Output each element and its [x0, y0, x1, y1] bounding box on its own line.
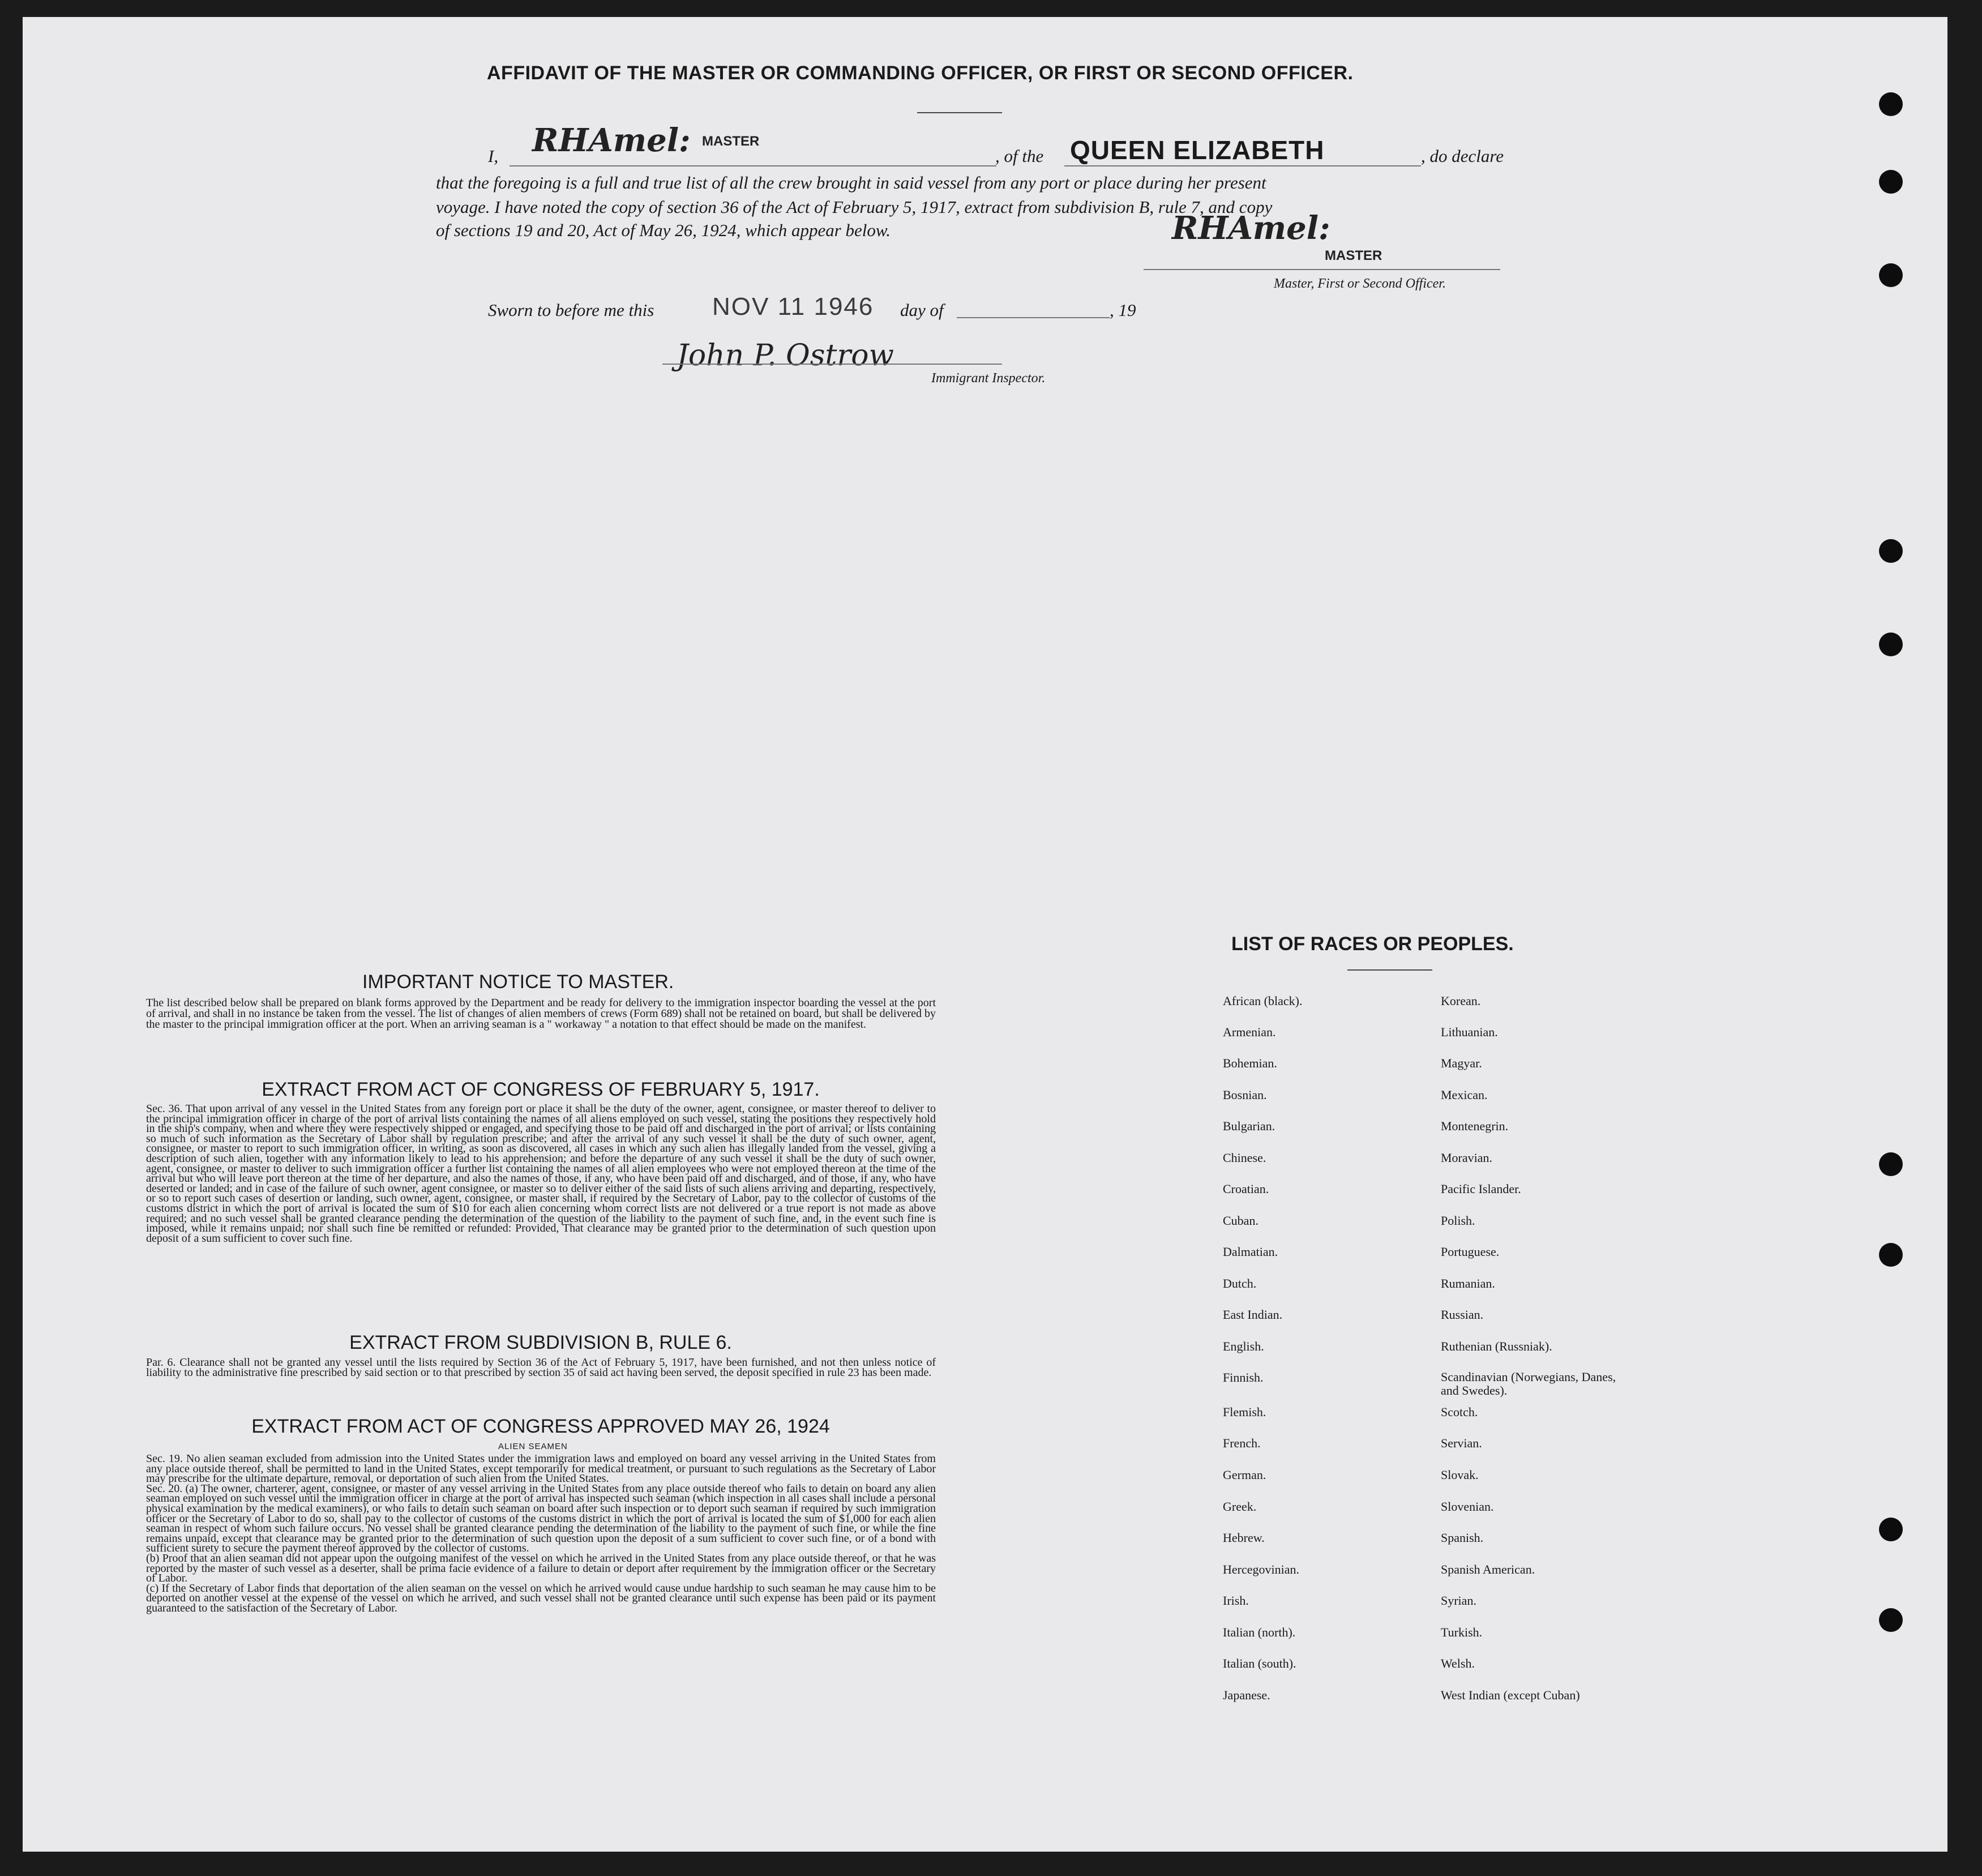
race-item: Bosnian. — [1223, 1088, 1267, 1102]
race-item: Dutch. — [1223, 1276, 1257, 1290]
race-item: Mexican. — [1441, 1088, 1488, 1102]
officer-fill-line — [1144, 269, 1500, 270]
extract-rule6-title: EXTRACT FROM SUBDIVISION B, RULE 6. — [349, 1332, 732, 1353]
race-item: Russian. — [1441, 1307, 1484, 1322]
affidavit-i-label: I, — [488, 146, 499, 166]
inspector-fill-line — [662, 364, 1002, 365]
race-item: Bohemian. — [1223, 1056, 1277, 1070]
race-item: Spanish. — [1441, 1531, 1484, 1545]
punch-hole — [1879, 1608, 1903, 1632]
race-item: East Indian. — [1223, 1307, 1283, 1322]
of-the-label: , of the — [995, 146, 1044, 166]
races-title-rule — [1347, 969, 1432, 971]
sec20b-text: (b) Proof that an alien seaman did not appear upon the outgoing manifest of the vessel on which he arrived in the United States from any place outside thereof, or that he was reported by the master of such vessel as a deserter, shall be prima facie evidence of a failure to detain or deport after requirement by the immigration officer or the Secretary of Labor. — [146, 1552, 936, 1585]
race-item: Scandinavian (Norwegians, Danes, and Swedes). — [1441, 1370, 1616, 1398]
punch-hole — [1879, 539, 1903, 563]
race-item: Chinese. — [1223, 1151, 1266, 1165]
month-fill-line — [957, 317, 1110, 318]
race-item: French. — [1223, 1436, 1261, 1450]
affidavit-body-line: that the foregoing is a full and true list of all the crew brought in said vessel from any port or place during her present — [436, 173, 1266, 193]
sec20a-text: Sec. 20. (a) The owner, charterer, agent, consignee, or master of any vessel arriving in the United States from any place outside thereof who fails to detain on board any alien seaman employed on such vessel until the immigration officer in charge at the port of arrival has inspected such seaman (which inspection in all cases shall include a personal physical examination by the medical examiners), or who fails to detain such seaman on board after such inspection or to deport such seaman if required by such immigration officer or the Secretary of Labor to do so, shall pay to the collector of customs of the customs district in which the port of arrival is located the sum of $1,000 for each alien seaman in respect of whom such failure occurs. No vessel shall be granted clearance pending the determination of the liability to the payment of such fine, or while the fine remains unpaid, except that clearance may be granted prior to the determination of such question upon the deposit of a sum sufficient to cover such fine, or of a bond with sufficient surety to secure the payment thereof approved by the collector of customs. — [146, 1482, 936, 1555]
affidavit-body-line: of sections 19 and 20, Act of May 26, 1924, which appear below. — [436, 220, 891, 240]
race-item: Hercegovinian. — [1223, 1562, 1299, 1576]
race-item: Syrian. — [1441, 1593, 1476, 1608]
race-item: Slovenian. — [1441, 1499, 1494, 1514]
race-item: Magyar. — [1441, 1056, 1482, 1070]
sworn-date-stamp: NOV 11 1946 — [712, 293, 874, 320]
race-item: Polish. — [1441, 1213, 1475, 1228]
master-stamp: MASTER — [702, 134, 760, 149]
race-item: Korean. — [1441, 994, 1481, 1008]
extract-rule6-body: Par. 6. Clearance shall not be granted any vessel until the lists required by Section 36 of the Act of February 5, 1917, have been furnished, and not then unless notice of liability to the administrative fine prescribed by said section or to that prescribed by section 35 of said act having been served, the deposit specified in rule 23 has been made. — [146, 1356, 936, 1379]
notice-body: The list described below shall be prepared on blank forms approved by the Department and be ready for delivery to the immigration inspector boarding the vessel at the port of arrival, and shall in no instance be taken from the vessel. The list of changes of alien members of crews (Form 689) shall not be retained on board, but shall be delivered by the master to the principal immigration officer at the port. When an arriving seaman is a " workaway " a notation to that effect should be made on the manifest. — [146, 997, 936, 1031]
extract-1917-title: EXTRACT FROM ACT OF CONGRESS OF FEBRUARY 5, 1917. — [262, 1079, 820, 1100]
affidavit-body-line: voyage. I have noted the copy of section 36 of the Act of February 5, 1917, extract from subdivision B, rule 7, and copy — [436, 197, 1273, 217]
race-item: Ruthenian (Russniak). — [1441, 1339, 1552, 1353]
punch-hole — [1879, 633, 1903, 656]
master-stamp-2: MASTER — [1325, 248, 1382, 263]
race-item: Spanish American. — [1441, 1562, 1535, 1576]
race-item: Pacific Islander. — [1441, 1182, 1521, 1196]
vessel-fill-line — [1064, 165, 1421, 166]
race-item: English. — [1223, 1339, 1264, 1353]
race-item: Croatian. — [1223, 1182, 1269, 1196]
name-fill-line — [510, 165, 996, 166]
race-item: Dalmatian. — [1223, 1245, 1278, 1259]
race-item: Japanese. — [1223, 1688, 1270, 1702]
race-item: Finnish. — [1223, 1370, 1264, 1384]
title-rule — [917, 112, 1002, 113]
race-item: Armenian. — [1223, 1025, 1276, 1039]
extract-1924-body — [146, 1454, 936, 1614]
race-item: Flemish. — [1223, 1405, 1266, 1419]
race-item: Rumanian. — [1441, 1276, 1495, 1290]
race-item: African (black). — [1223, 994, 1303, 1008]
race-item: Italian (south). — [1223, 1656, 1296, 1670]
punch-hole — [1879, 1152, 1903, 1176]
race-item: Montenegrin. — [1441, 1119, 1509, 1133]
punch-hole — [1879, 1518, 1903, 1541]
inspector-caption: Immigrant Inspector. — [931, 371, 1046, 386]
punch-hole — [1879, 92, 1903, 116]
punch-hole — [1879, 263, 1903, 287]
extract-1917-body: Sec. 36. That upon arrival of any vessel in the United States from any foreign port or place it shall be the duty of the owner, agent, consignee, or master thereof to deliver to the principal immigration officer in charge of the port of arrival lists containing the names of all aliens employed on such vessel, stating the positions they respectively hold in the ship's company, when and where they were respectively shipped or engaged, and specifying those to be paid off and discharged in the port of arrival; or lists containing so much of such information as the Secretary of Labor shall by regulation prescribe; and after the arrival of any such vessel it shall be the duty of such owner, agent, consignee, or master to report to such immigration officer, in writing, as soon as discovered, all cases in which any such alien has illegally landed from the vessel, giving a description of such alien, together with any information likely to lead to his apprehension; and before the departure of any such vessel it shall be the duty of such owner, agent, consignee, or master to deliver to such immigration officer a further list containing the names of all alien employees who were not employed thereon at the time of the arrival but who will leave port thereon at the time of her departure, and also the names of those, if any, who have been paid off and discharged, and of those, if any, who have deserted or landed; and in case of the failure of such owner, agent consignee, or master so to deliver either of the said lists of such aliens arriving and departing, respectively, or so to report such cases of desertion or landing, such owner, agent, consignee, or master shall, if required by the Secretary of Labor, pay to the collector of customs of the customs district in which the port of arrival is located the sum of $10 for each alien concerning whom correct lists are not delivered or a true report is not made as above required; and no such vessel shall be granted clearance pending the determination of the question of the liability to the payment of such fine, and, in the event such fine is imposed, while it remains unpaid; nor shall such fine be remitted or refunded: Provided, That clearance may be granted prior to the determination of such question upon deposit of a sum sufficient to cover such fine. — [146, 1102, 936, 1245]
race-item: German. — [1223, 1468, 1266, 1482]
master-signature: RHAmel: — [532, 122, 691, 159]
officer-caption: Master, First or Second Officer. — [1274, 276, 1446, 291]
extract-1924-title: EXTRACT FROM ACT OF CONGRESS APPROVED MAY 26, 1924 — [251, 1416, 830, 1437]
sec19-text: Sec. 19. No alien seaman excluded from admission into the United States under the immigration laws and employed on board any vessel arriving in the United States from any place outside thereof, shall be permitted to land in the United States, except temporarily for medical treatment, or pursuant to such regulations as the Secretary of Labor may prescribe for the ultimate departure, removal, or deportation of such alien from the United States. — [146, 1452, 936, 1485]
race-item: Servian. — [1441, 1436, 1482, 1450]
race-item: Italian (north). — [1223, 1625, 1296, 1639]
race-item: West Indian (except Cuban) — [1441, 1688, 1580, 1702]
race-item: Scotch. — [1441, 1405, 1478, 1419]
extract-1924-subtitle: ALIEN SEAMEN — [498, 1442, 568, 1451]
affidavit-title: AFFIDAVIT OF THE MASTER OR COMMANDING OFFICER, OR FIRST OR SECOND OFFICER. — [487, 62, 1354, 84]
race-item: Turkish. — [1441, 1625, 1483, 1639]
race-item: Moravian. — [1441, 1151, 1493, 1165]
race-item: Hebrew. — [1223, 1531, 1265, 1545]
race-item: Lithuanian. — [1441, 1025, 1498, 1039]
race-item: Cuban. — [1223, 1213, 1258, 1228]
do-declare-label: , do declare — [1421, 146, 1504, 166]
notice-title: IMPORTANT NOTICE TO MASTER. — [362, 971, 674, 993]
race-item: Bulgarian. — [1223, 1119, 1275, 1133]
race-item: Greek. — [1223, 1499, 1257, 1514]
race-item: Irish. — [1223, 1593, 1249, 1608]
race-item: Welsh. — [1441, 1656, 1475, 1670]
inspector-signature: John P. Ostrow — [677, 339, 894, 373]
punch-hole — [1879, 1243, 1903, 1267]
year-prefix: , 19 — [1110, 300, 1136, 320]
master-signature-2: RHAmel: — [1172, 210, 1330, 247]
day-of-label: day of — [900, 300, 944, 320]
races-title: LIST OF RACES OR PEOPLES. — [1231, 933, 1514, 955]
race-item: Slovak. — [1441, 1468, 1479, 1482]
vessel-name-stamp: QUEEN ELIZABETH — [1070, 135, 1325, 165]
sworn-label: Sworn to before me this — [488, 300, 654, 320]
sec20c-text: (c) If the Secretary of Labor finds that deportation of the alien seaman on the vessel on which he arrived would cause undue hardship to such seaman he may cause him to be deported on another vessel at the expense of the vessel on which he arrived, and such vessel shall not be granted clearance until such expense has been paid or its payment guaranteed to the satisfaction of the Secretary of Labor. — [146, 1582, 936, 1614]
punch-hole — [1879, 170, 1903, 194]
race-item: Portuguese. — [1441, 1245, 1500, 1259]
